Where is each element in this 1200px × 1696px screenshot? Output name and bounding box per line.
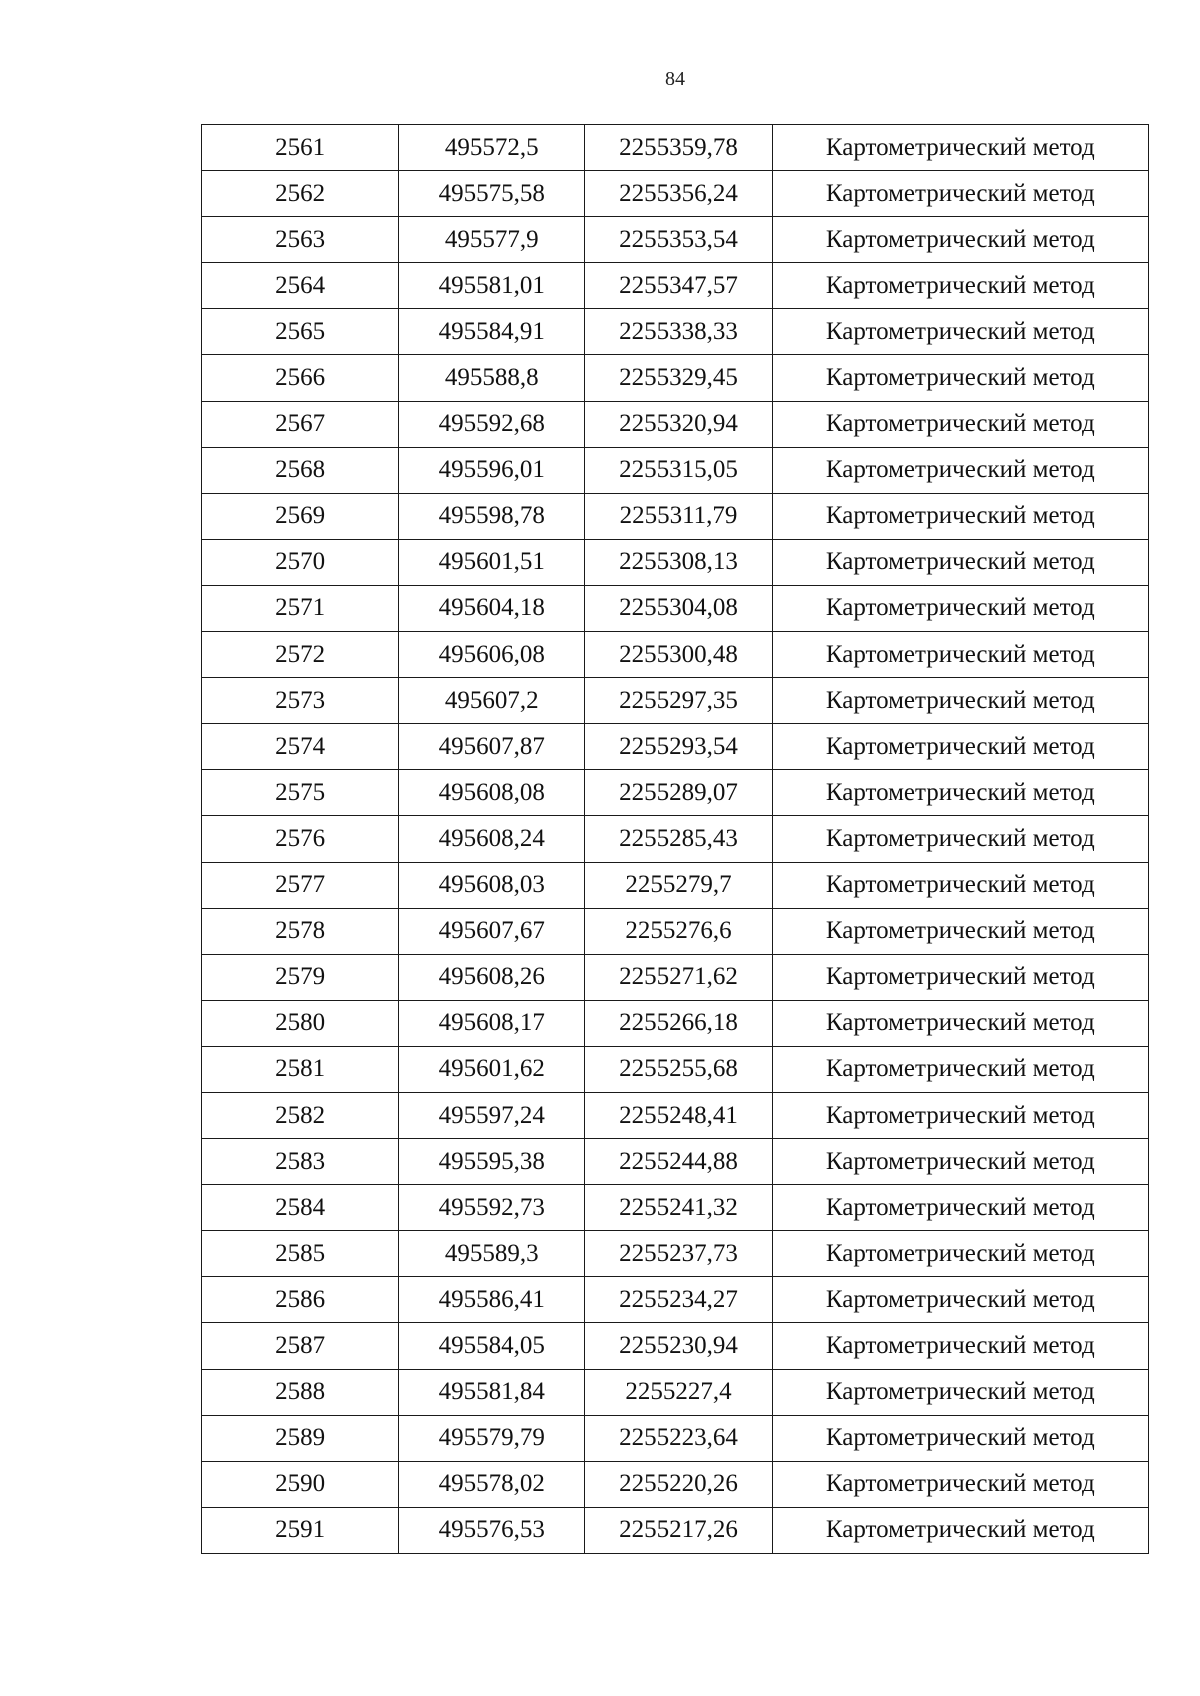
point-number-cell: 2570	[202, 539, 399, 585]
method-cell: Картометрический метод	[772, 1369, 1148, 1415]
x-coordinate-cell: 495601,51	[399, 539, 585, 585]
table-row	[202, 632, 1149, 678]
x-coordinate-cell: 495577,9	[399, 217, 585, 263]
x-coordinate-cell: 495608,24	[399, 816, 585, 862]
table-row	[202, 908, 1149, 954]
table-row	[202, 171, 1149, 217]
method-cell: Картометрический метод	[772, 1139, 1148, 1185]
table-row	[202, 1415, 1149, 1461]
x-coordinate-cell: 495584,91	[399, 309, 585, 355]
y-coordinate-cell: 2255276,6	[585, 908, 772, 954]
x-coordinate-cell: 495592,68	[399, 401, 585, 447]
table-row	[202, 447, 1149, 493]
table-row	[202, 770, 1149, 816]
x-coordinate-cell: 495581,01	[399, 263, 585, 309]
y-coordinate-cell: 2255297,35	[585, 678, 772, 724]
point-number-cell: 2567	[202, 401, 399, 447]
x-coordinate-cell: 495608,03	[399, 862, 585, 908]
point-number-cell: 2583	[202, 1139, 399, 1185]
method-cell: Картометрический метод	[772, 447, 1148, 493]
y-coordinate-cell: 2255320,94	[585, 401, 772, 447]
x-coordinate-cell: 495596,01	[399, 447, 585, 493]
y-coordinate-cell: 2255304,08	[585, 585, 772, 631]
table-row	[202, 263, 1149, 309]
method-cell: Картометрический метод	[772, 770, 1148, 816]
method-cell: Картометрический метод	[772, 1092, 1148, 1138]
y-coordinate-cell: 2255353,54	[585, 217, 772, 263]
method-cell: Картометрический метод	[772, 493, 1148, 539]
table-row	[202, 1277, 1149, 1323]
table-row	[202, 401, 1149, 447]
y-coordinate-cell: 2255300,48	[585, 632, 772, 678]
y-coordinate-cell: 2255293,54	[585, 724, 772, 770]
x-coordinate-cell: 495607,67	[399, 908, 585, 954]
x-coordinate-cell: 495586,41	[399, 1277, 585, 1323]
table-row	[202, 539, 1149, 585]
y-coordinate-cell: 2255308,13	[585, 539, 772, 585]
method-cell: Картометрический метод	[772, 125, 1148, 171]
table-row	[202, 1507, 1149, 1553]
table-row	[202, 1092, 1149, 1138]
point-number-cell: 2584	[202, 1185, 399, 1231]
point-number-cell: 2585	[202, 1231, 399, 1277]
method-cell: Картометрический метод	[772, 1000, 1148, 1046]
y-coordinate-cell: 2255315,05	[585, 447, 772, 493]
method-cell: Картометрический метод	[772, 1323, 1148, 1369]
x-coordinate-cell: 495598,78	[399, 493, 585, 539]
point-number-cell: 2564	[202, 263, 399, 309]
table-row	[202, 678, 1149, 724]
table-row	[202, 1323, 1149, 1369]
method-cell: Картометрический метод	[772, 954, 1148, 1000]
x-coordinate-cell: 495607,87	[399, 724, 585, 770]
method-cell: Картометрический метод	[772, 309, 1148, 355]
point-number-cell: 2576	[202, 816, 399, 862]
y-coordinate-cell: 2255289,07	[585, 770, 772, 816]
x-coordinate-cell: 495578,02	[399, 1461, 585, 1507]
x-coordinate-cell: 495597,24	[399, 1092, 585, 1138]
y-coordinate-cell: 2255230,94	[585, 1323, 772, 1369]
method-cell: Картометрический метод	[772, 1046, 1148, 1092]
y-coordinate-cell: 2255241,32	[585, 1185, 772, 1231]
point-number-cell: 2589	[202, 1415, 399, 1461]
table-row	[202, 493, 1149, 539]
table-row	[202, 125, 1149, 171]
point-number-cell: 2572	[202, 632, 399, 678]
table-row	[202, 724, 1149, 770]
point-number-cell: 2569	[202, 493, 399, 539]
table-row	[202, 585, 1149, 631]
point-number-cell: 2566	[202, 355, 399, 401]
point-number-cell: 2587	[202, 1323, 399, 1369]
method-cell: Картометрический метод	[772, 678, 1148, 724]
point-number-cell: 2579	[202, 954, 399, 1000]
method-cell: Картометрический метод	[772, 632, 1148, 678]
table-row	[202, 1369, 1149, 1415]
point-number-cell: 2581	[202, 1046, 399, 1092]
x-coordinate-cell: 495584,05	[399, 1323, 585, 1369]
method-cell: Картометрический метод	[772, 585, 1148, 631]
x-coordinate-cell: 495608,26	[399, 954, 585, 1000]
x-coordinate-cell: 495606,08	[399, 632, 585, 678]
point-number-cell: 2582	[202, 1092, 399, 1138]
method-cell: Картометрический метод	[772, 816, 1148, 862]
method-cell: Картометрический метод	[772, 171, 1148, 217]
point-number-cell: 2563	[202, 217, 399, 263]
point-number-cell: 2580	[202, 1000, 399, 1046]
method-cell: Картометрический метод	[772, 401, 1148, 447]
table-row	[202, 309, 1149, 355]
x-coordinate-cell: 495601,62	[399, 1046, 585, 1092]
x-coordinate-cell: 495595,38	[399, 1139, 585, 1185]
method-cell: Картометрический метод	[772, 1185, 1148, 1231]
method-cell: Картометрический метод	[772, 862, 1148, 908]
y-coordinate-cell: 2255234,27	[585, 1277, 772, 1323]
x-coordinate-cell: 495572,5	[399, 125, 585, 171]
page-number: 84	[665, 68, 685, 90]
x-coordinate-cell: 495581,84	[399, 1369, 585, 1415]
method-cell: Картометрический метод	[772, 1231, 1148, 1277]
point-number-cell: 2561	[202, 125, 399, 171]
x-coordinate-cell: 495592,73	[399, 1185, 585, 1231]
point-number-cell: 2586	[202, 1277, 399, 1323]
y-coordinate-cell: 2255237,73	[585, 1231, 772, 1277]
table-row	[202, 355, 1149, 401]
table-row	[202, 954, 1149, 1000]
method-cell: Картометрический метод	[772, 908, 1148, 954]
table-row	[202, 1461, 1149, 1507]
point-number-cell: 2578	[202, 908, 399, 954]
method-cell: Картометрический метод	[772, 539, 1148, 585]
table-body	[202, 125, 1149, 1554]
y-coordinate-cell: 2255217,26	[585, 1507, 772, 1553]
point-number-cell: 2571	[202, 585, 399, 631]
y-coordinate-cell: 2255359,78	[585, 125, 772, 171]
x-coordinate-cell: 495575,58	[399, 171, 585, 217]
x-coordinate-cell: 495579,79	[399, 1415, 585, 1461]
table-row	[202, 1046, 1149, 1092]
point-number-cell: 2591	[202, 1507, 399, 1553]
point-number-cell: 2568	[202, 447, 399, 493]
method-cell: Картометрический метод	[772, 724, 1148, 770]
point-number-cell: 2574	[202, 724, 399, 770]
method-cell: Картометрический метод	[772, 1277, 1148, 1323]
y-coordinate-cell: 2255244,88	[585, 1139, 772, 1185]
y-coordinate-cell: 2255220,26	[585, 1461, 772, 1507]
coordinates-table	[201, 124, 1149, 1554]
table-row	[202, 816, 1149, 862]
point-number-cell: 2575	[202, 770, 399, 816]
y-coordinate-cell: 2255338,33	[585, 309, 772, 355]
y-coordinate-cell: 2255356,24	[585, 171, 772, 217]
x-coordinate-cell: 495608,17	[399, 1000, 585, 1046]
method-cell: Картометрический метод	[772, 1461, 1148, 1507]
point-number-cell: 2562	[202, 171, 399, 217]
table-row	[202, 217, 1149, 263]
y-coordinate-cell: 2255227,4	[585, 1369, 772, 1415]
table-row	[202, 1139, 1149, 1185]
y-coordinate-cell: 2255347,57	[585, 263, 772, 309]
method-cell: Картометрический метод	[772, 217, 1148, 263]
point-number-cell: 2565	[202, 309, 399, 355]
point-number-cell: 2577	[202, 862, 399, 908]
x-coordinate-cell: 495608,08	[399, 770, 585, 816]
y-coordinate-cell: 2255279,7	[585, 862, 772, 908]
y-coordinate-cell: 2255329,45	[585, 355, 772, 401]
table-row	[202, 1185, 1149, 1231]
x-coordinate-cell: 495588,8	[399, 355, 585, 401]
table-row	[202, 1000, 1149, 1046]
y-coordinate-cell: 2255311,79	[585, 493, 772, 539]
x-coordinate-cell: 495589,3	[399, 1231, 585, 1277]
point-number-cell: 2573	[202, 678, 399, 724]
method-cell: Картометрический метод	[772, 1507, 1148, 1553]
y-coordinate-cell: 2255223,64	[585, 1415, 772, 1461]
table-row	[202, 862, 1149, 908]
y-coordinate-cell: 2255271,62	[585, 954, 772, 1000]
point-number-cell: 2588	[202, 1369, 399, 1415]
y-coordinate-cell: 2255266,18	[585, 1000, 772, 1046]
y-coordinate-cell: 2255255,68	[585, 1046, 772, 1092]
x-coordinate-cell: 495607,2	[399, 678, 585, 724]
method-cell: Картометрический метод	[772, 263, 1148, 309]
point-number-cell: 2590	[202, 1461, 399, 1507]
x-coordinate-cell: 495576,53	[399, 1507, 585, 1553]
x-coordinate-cell: 495604,18	[399, 585, 585, 631]
method-cell: Картометрический метод	[772, 355, 1148, 401]
y-coordinate-cell: 2255285,43	[585, 816, 772, 862]
table-row	[202, 1231, 1149, 1277]
method-cell: Картометрический метод	[772, 1415, 1148, 1461]
y-coordinate-cell: 2255248,41	[585, 1092, 772, 1138]
